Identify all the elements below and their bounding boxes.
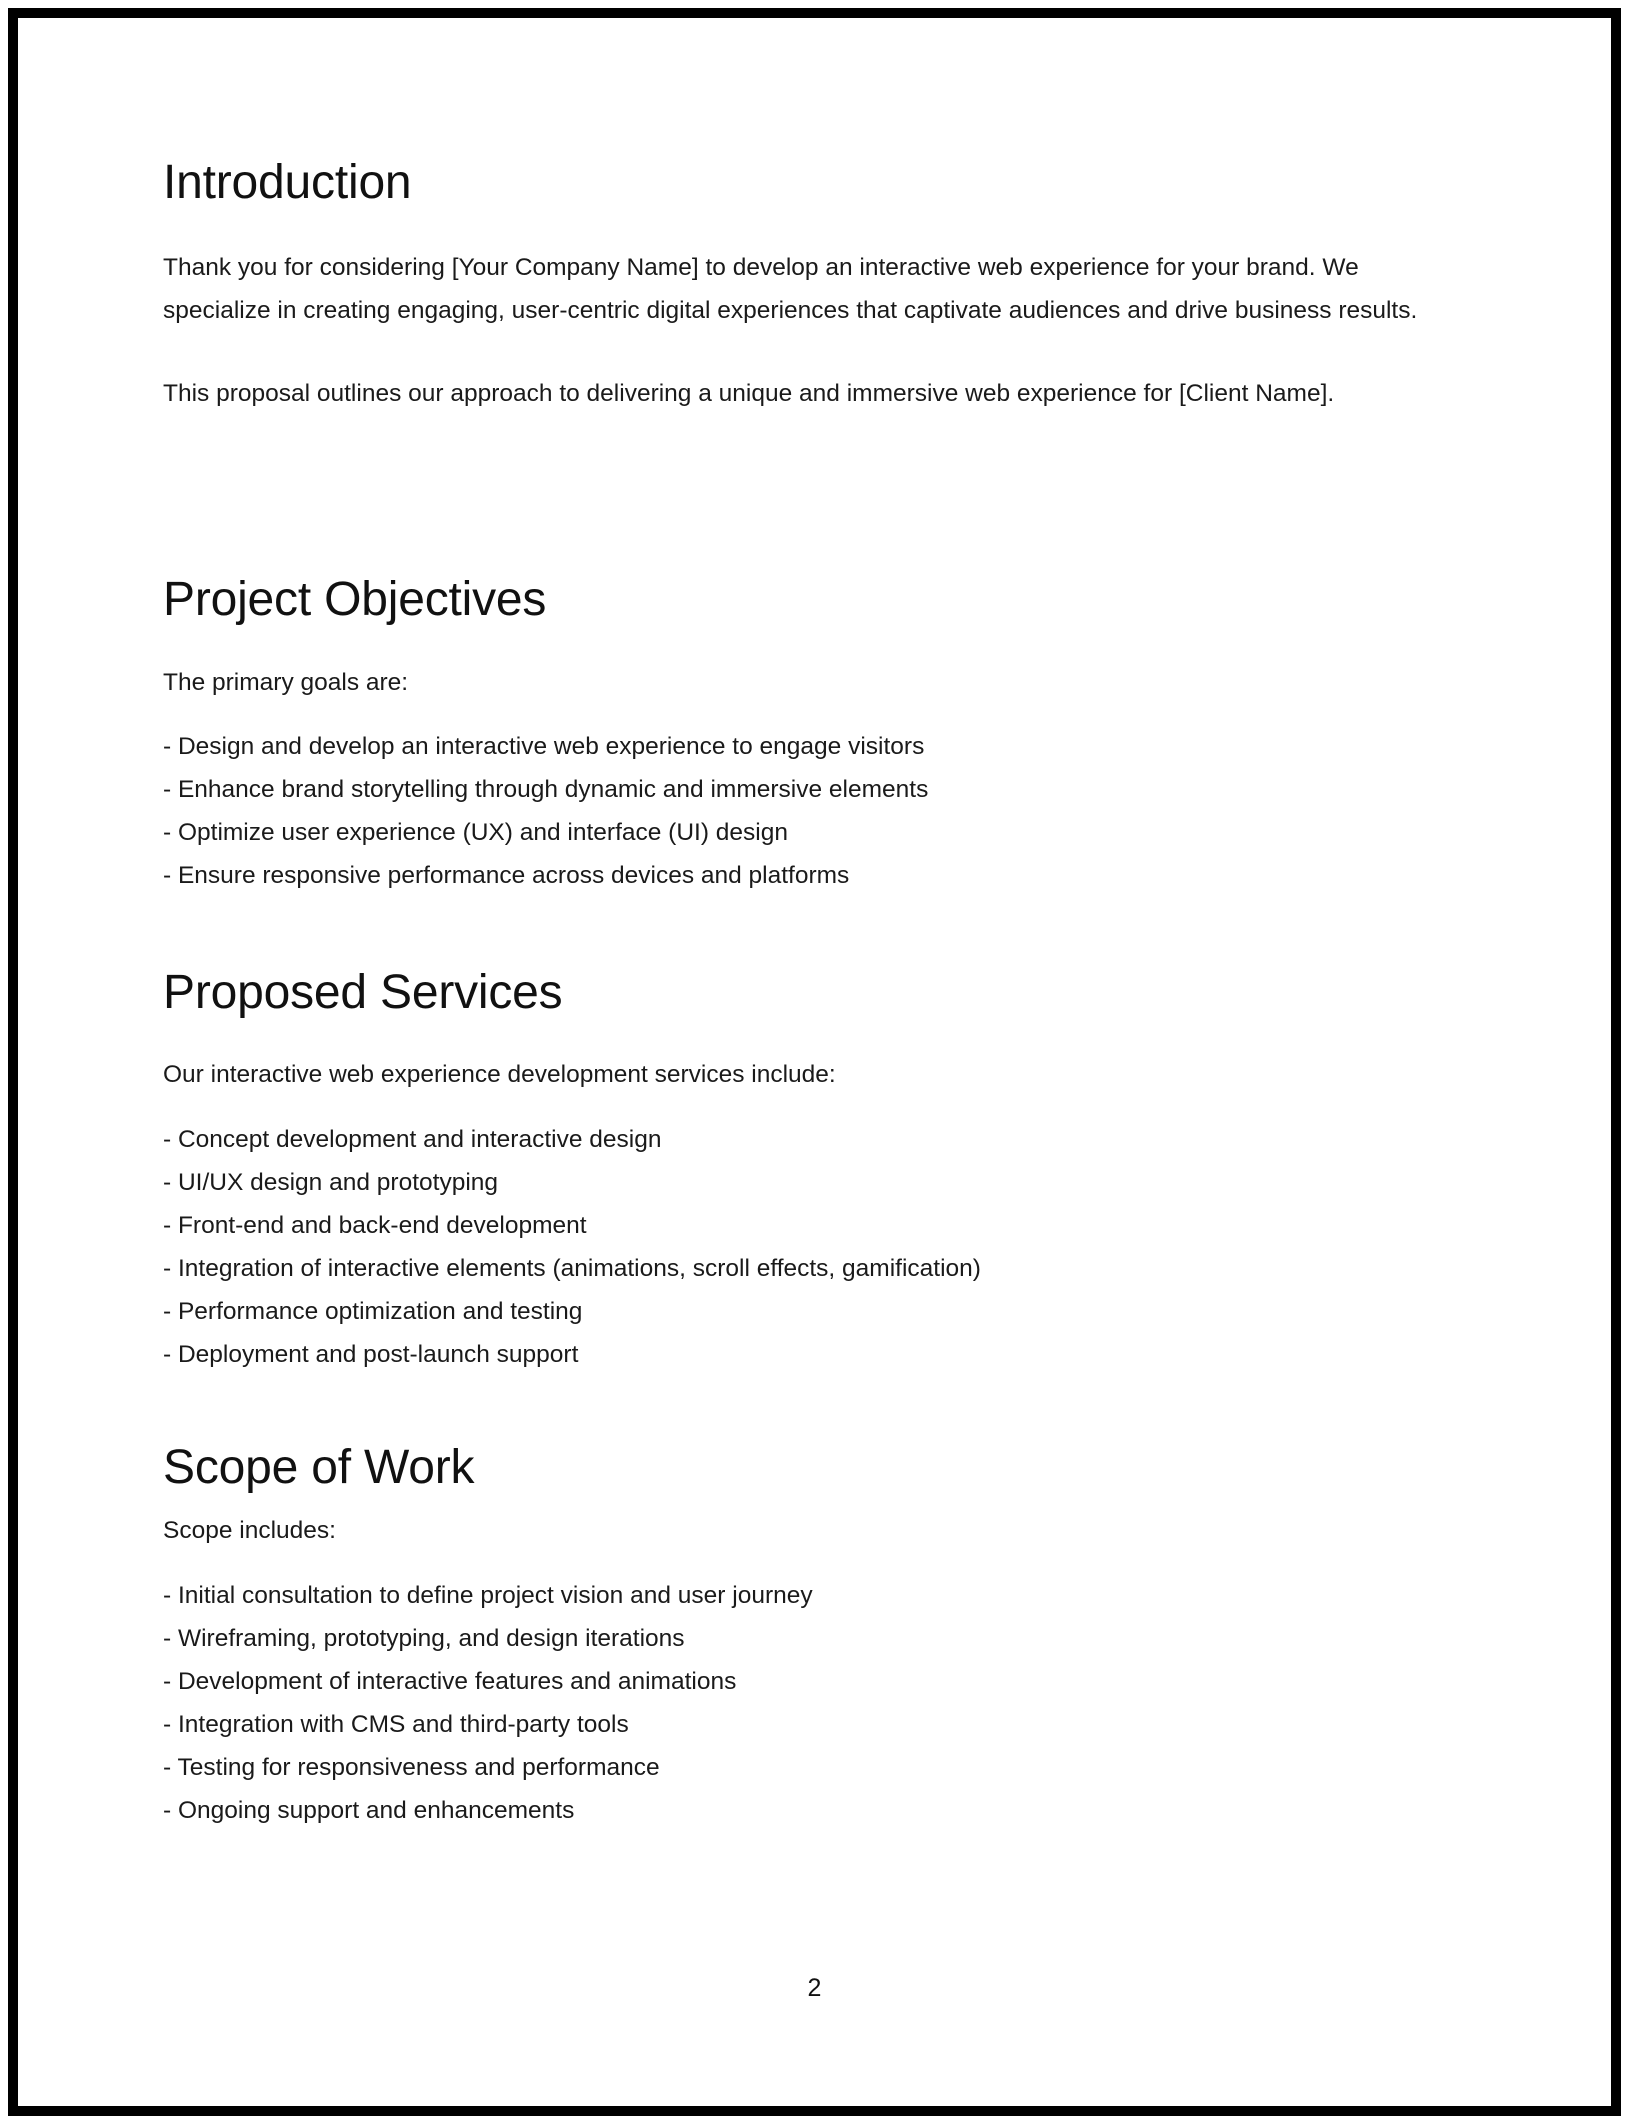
project-objectives-list xyxy=(163,725,928,897)
list-item: - Wireframing, prototyping, and design iterations xyxy=(163,1625,685,1652)
list-item: - Performance optimization and testing xyxy=(163,1298,583,1325)
list-item: - Integration of interactive elements (animations, scroll effects, gamification) xyxy=(163,1255,981,1282)
list-item: - Testing for responsiveness and performance xyxy=(163,1754,660,1781)
proposed-services-lead: Our interactive web experience development services include: xyxy=(163,1061,836,1088)
section-heading-proposed-services: Proposed Services xyxy=(163,966,563,1019)
list-item: - Deployment and post-launch support xyxy=(163,1341,579,1368)
list-item: - Optimize user experience (UX) and interface (UI) design xyxy=(163,819,789,846)
list-item: - Integration with CMS and third-party tools xyxy=(163,1711,629,1738)
list-item: - Concept development and interactive design xyxy=(163,1126,662,1153)
page-number: 2 xyxy=(807,1974,822,2002)
scope-of-work-lead: Scope includes: xyxy=(163,1517,336,1544)
section-heading-scope-of-work: Scope of Work xyxy=(163,1441,475,1494)
list-item: - Enhance brand storytelling through dynamic and immersive elements xyxy=(163,776,929,803)
scope-of-work-list xyxy=(163,1574,813,1832)
list-item: - Ongoing support and enhancements xyxy=(163,1797,575,1824)
list-item: - Development of interactive features and animations xyxy=(163,1668,737,1695)
list-item: - Design and develop an interactive web experience to engage visitors xyxy=(163,733,925,760)
introduction-paragraph-1: Thank you for considering [Your Company Name] to develop an interactive web experience for your brand. We specialize in creating engaging, user-centric digital experiences that captivate audiences and drive business results. xyxy=(163,254,1418,324)
project-objectives-lead: The primary goals are: xyxy=(163,669,409,696)
section-heading-project-objectives: Project Objectives xyxy=(163,573,547,626)
list-item: - Initial consultation to define project vision and user journey xyxy=(163,1582,813,1609)
list-item: - UI/UX design and prototyping xyxy=(163,1169,499,1196)
section-heading-introduction: Introduction xyxy=(163,156,412,209)
proposed-services-list xyxy=(163,1118,981,1376)
introduction-paragraph-2: This proposal outlines our approach to delivering a unique and immersive web experience for [Client Name]. xyxy=(163,380,1335,407)
list-item: - Front-end and back-end development xyxy=(163,1212,587,1239)
list-item: - Ensure responsive performance across devices and platforms xyxy=(163,862,850,889)
